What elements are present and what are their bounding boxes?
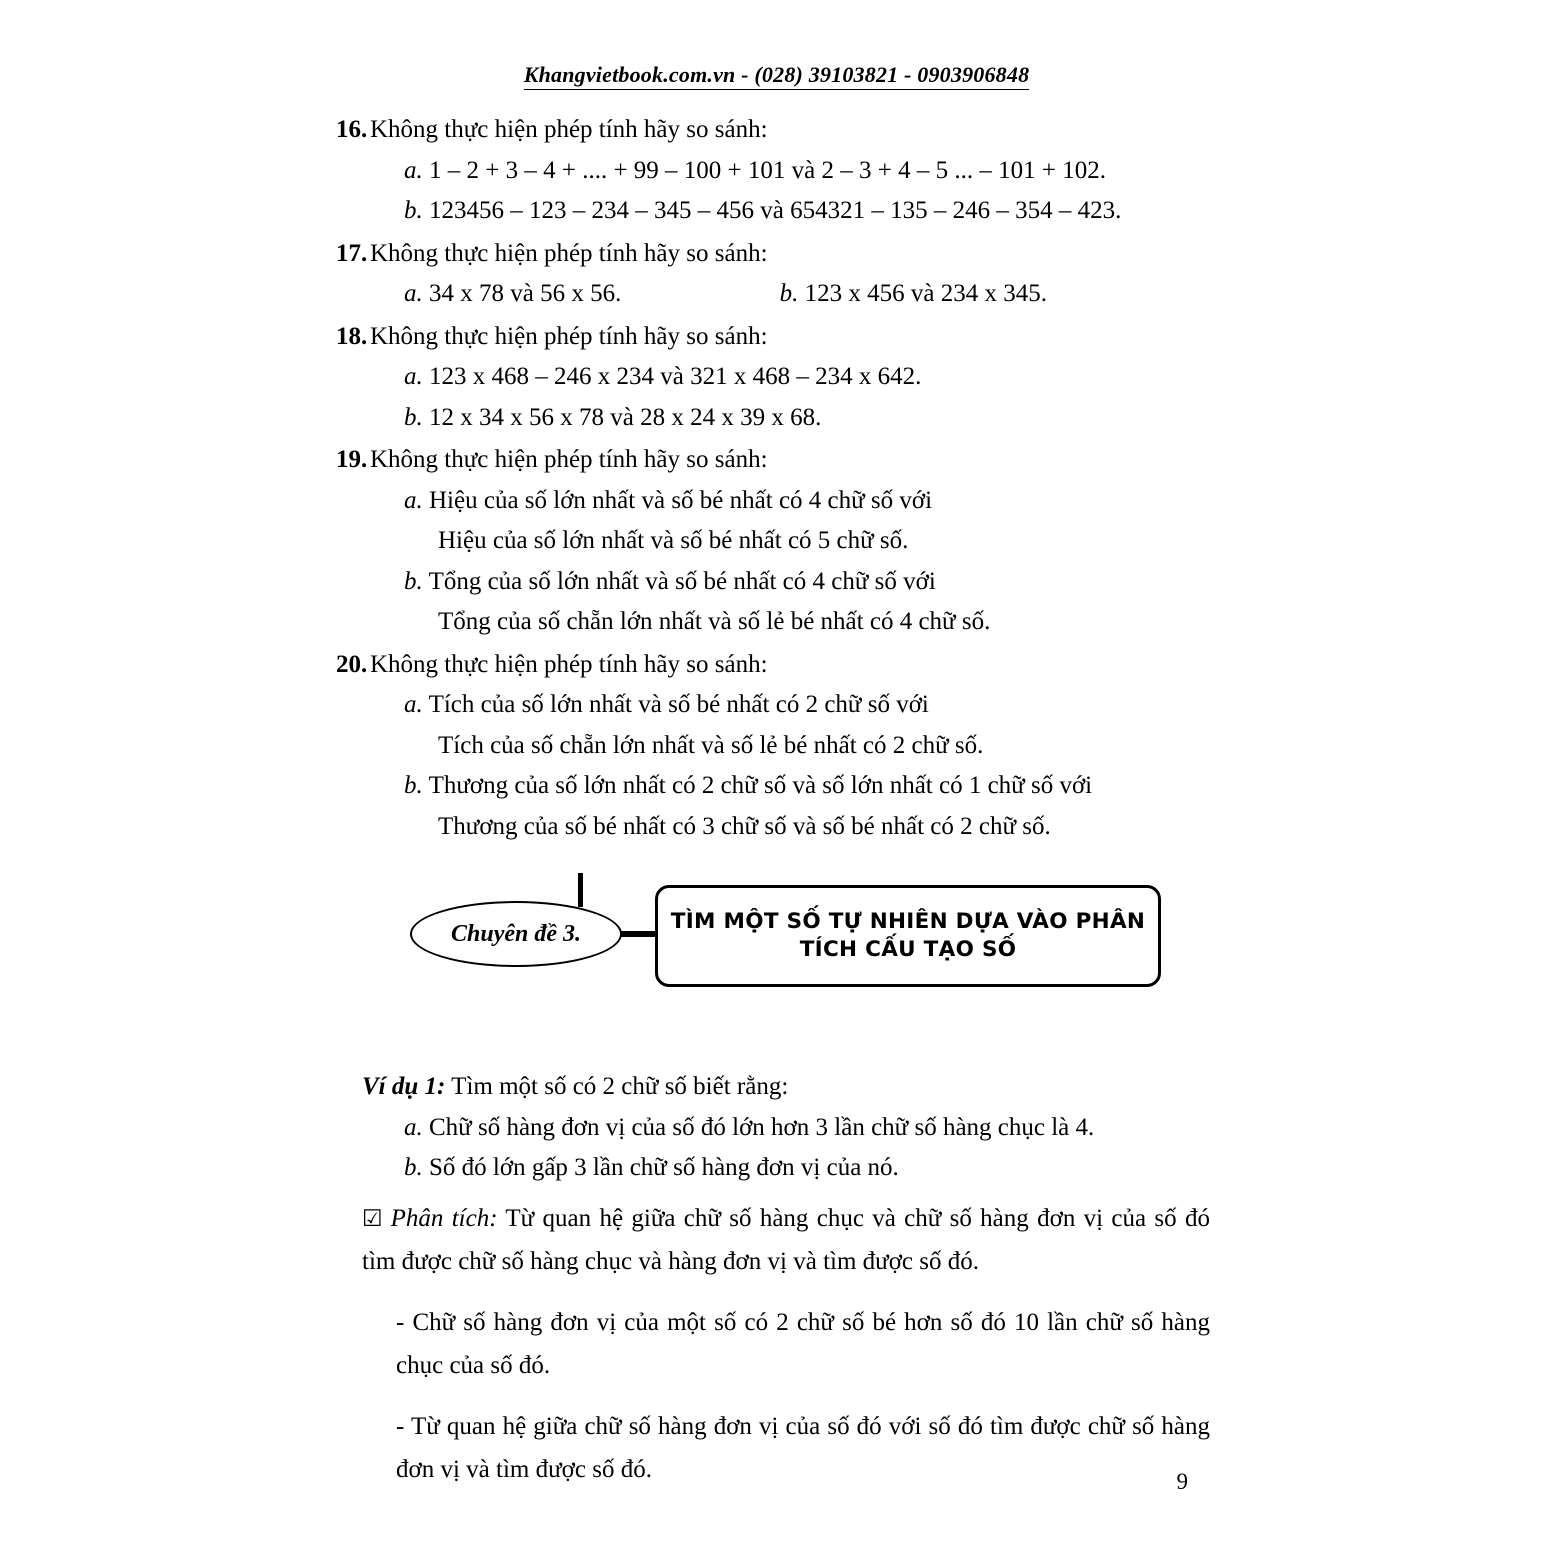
banner-tag-ellipse xyxy=(410,901,622,967)
part-label: a. xyxy=(404,691,423,718)
part-label: b. xyxy=(404,403,423,431)
part-text: 123 x 456 và 234 x 345. xyxy=(804,280,1047,307)
exercise-part xyxy=(404,766,1210,847)
banner-tick-mark xyxy=(578,873,583,907)
example-label: Ví dụ 1: xyxy=(362,1073,446,1100)
example-prompt: Tìm một số có 2 chữ số biết rằng: xyxy=(451,1073,789,1100)
banner-tag-label: Chuyên đề 3. xyxy=(450,920,581,947)
analysis-text: Từ quan hệ giữa chữ số hàng chục và chữ số hàng đơn vị của số đó tìm được chữ số hàng chục và hàng đơn vị và tìm được số đó. xyxy=(362,1204,1210,1275)
exercise-number: 17. xyxy=(336,239,368,267)
exercise-16 xyxy=(336,110,1210,232)
part-continuation: Thương của số bé nhất có 3 chữ số và số bé nhất có 2 chữ số. xyxy=(438,812,1051,840)
banner-title-line-1: TÌM MỘT SỐ TỰ NHIÊN DỰA VÀO PHÂN xyxy=(670,909,1146,935)
page-number: 9 xyxy=(1176,1469,1188,1494)
banner-title-line-2: TÍCH CẤU TẠO SỐ xyxy=(799,937,1017,962)
part-text: Thương của số lớn nhất có 2 chữ số và số lớn nhất có 1 chữ số với xyxy=(428,772,1093,799)
analysis-label: Phân tích: xyxy=(390,1204,498,1232)
part-text: 1 – 2 + 3 – 4 + .... + 99 – 100 + 101 và 2 – 3 + 4 – 5 ... – 101 + 102. xyxy=(429,156,1106,184)
exercise-18 xyxy=(336,317,1210,439)
part-text: 123 x 468 – 246 x 234 và 321 x 468 – 234 x 642. xyxy=(429,363,922,390)
part-label: a. xyxy=(404,486,423,514)
exercise-prompt: Không thực hiện phép tính hãy so sánh: xyxy=(370,650,768,678)
exercise-17 xyxy=(336,234,1210,315)
analysis-bullet: - Từ quan hệ giữa chữ số hàng đơn vị của số đó với số đó tìm được chữ số hàng đơn vị và tìm được số đó. xyxy=(396,1412,1210,1483)
part-label: a. xyxy=(404,1113,423,1141)
exercise-part xyxy=(404,398,1210,439)
exercise-prompt: Không thực hiện phép tính hãy so sánh: xyxy=(370,322,768,350)
analysis-bullet: - Chữ số hàng đơn vị của một số có 2 chữ số bé hơn số đó 10 lần chữ số hàng chục của số đó. xyxy=(396,1308,1210,1379)
exercise-prompt: Không thực hiện phép tính hãy so sánh: xyxy=(370,116,768,143)
example-prompt-line xyxy=(362,1067,1210,1108)
banner-title-box xyxy=(655,885,1161,987)
part-label: b. xyxy=(779,280,799,307)
exercise-number: 16. xyxy=(336,116,368,143)
part-label: a. xyxy=(404,156,423,184)
exercise-prompt-line xyxy=(336,440,1210,481)
part-text: Tích của số lớn nhất và số bé nhất có 2 chữ số với xyxy=(428,691,929,718)
part-label: b. xyxy=(404,1154,423,1181)
part-text: 123456 – 123 – 234 – 345 – 456 và 654321 – 135 – 246 – 354 – 423. xyxy=(429,197,1122,224)
part-label: b. xyxy=(404,772,423,799)
exercise-number: 20. xyxy=(336,650,368,678)
part-label: a. xyxy=(404,280,423,307)
page-header xyxy=(0,62,1553,88)
exercise-number: 18. xyxy=(336,322,368,350)
part-label: b. xyxy=(404,197,423,224)
part-continuation: Hiệu của số lớn nhất và số bé nhất có 5 chữ số. xyxy=(438,527,909,554)
exercise-part xyxy=(404,562,1210,643)
example-part xyxy=(404,1148,1210,1189)
exercise-prompt-line xyxy=(336,645,1210,686)
exercise-part xyxy=(404,685,1210,766)
exercise-part xyxy=(404,151,1210,192)
exercise-prompt-line xyxy=(336,110,1210,151)
exercise-prompt: Không thực hiện phép tính hãy so sánh: xyxy=(370,446,768,473)
part-text: Hiệu của số lớn nhất và số bé nhất có 4 chữ số với xyxy=(429,486,933,514)
exercise-19 xyxy=(336,440,1210,643)
part-text: Tổng của số lớn nhất và số bé nhất có 4 chữ số với xyxy=(428,567,936,595)
section-banner xyxy=(370,873,1210,1023)
exercise-number: 19. xyxy=(336,446,368,473)
exercise-prompt-line xyxy=(336,234,1210,275)
part-text: Số đó lớn gấp 3 lần chữ số hàng đơn vị của nó. xyxy=(429,1154,899,1181)
part-text: Chữ số hàng đơn vị của số đó lớn hơn 3 lần chữ số hàng chục là 4. xyxy=(429,1113,1095,1141)
part-continuation: Tổng của số chẵn lớn nhất và số lẻ bé nhất có 4 chữ số. xyxy=(438,608,991,635)
part-continuation: Tích của số chẵn lớn nhất và số lẻ bé nhất có 2 chữ số. xyxy=(438,731,984,759)
exercise-prompt: Không thực hiện phép tính hãy so sánh: xyxy=(370,239,768,267)
exercise-part xyxy=(404,357,1210,398)
exercise-part xyxy=(404,481,1210,562)
part-column-b xyxy=(780,274,1047,315)
part-text: 12 x 34 x 56 x 78 và 28 x 24 x 39 x 68. xyxy=(429,403,822,431)
header-text: Khangvietbook.com.vn - (028) 39103821 - 0903906848 xyxy=(524,62,1030,90)
page-content xyxy=(336,110,1210,1491)
checkbox-icon: ☑ xyxy=(362,1205,383,1232)
part-label: b. xyxy=(404,567,423,595)
part-label: a. xyxy=(404,363,423,390)
analysis-block xyxy=(362,1197,1210,1283)
exercise-part xyxy=(404,191,1210,232)
exercise-prompt-line xyxy=(336,317,1210,358)
part-text: 34 x 78 và 56 x 56. xyxy=(429,280,622,307)
exercise-part xyxy=(404,274,1210,315)
example-part xyxy=(404,1108,1210,1149)
exercise-20 xyxy=(336,645,1210,848)
